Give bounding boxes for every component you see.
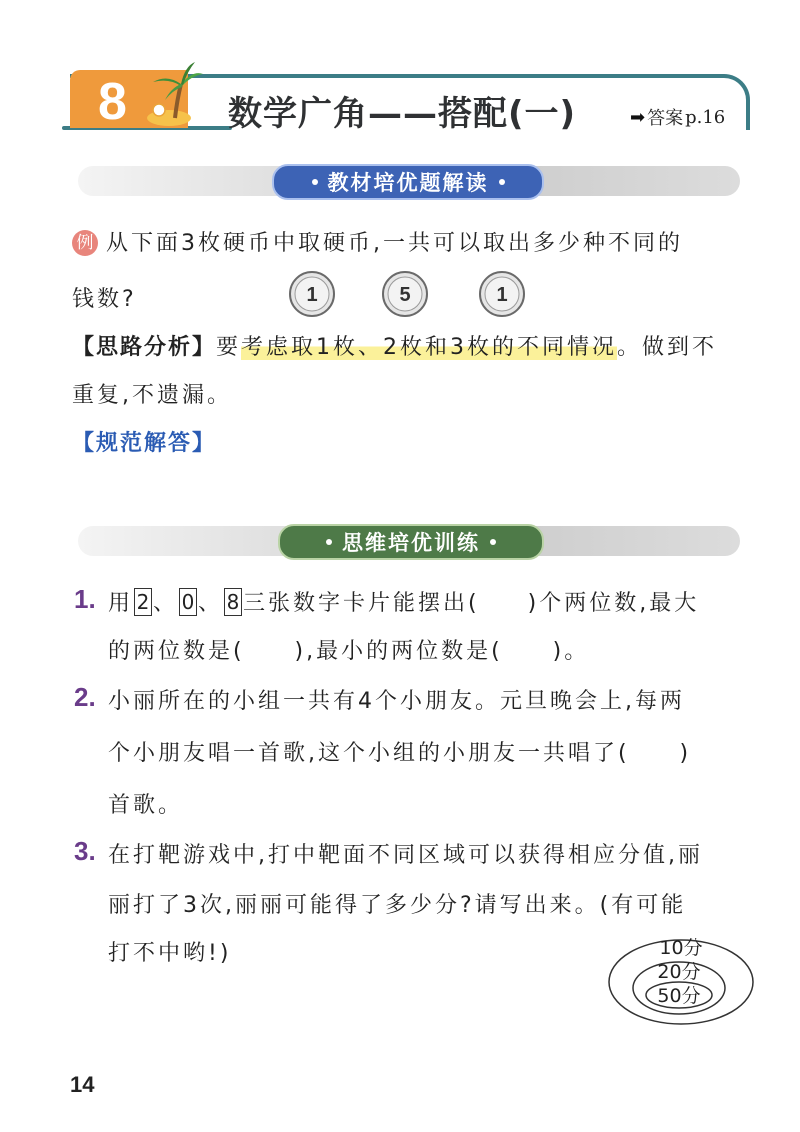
coin-5-icon <box>381 270 429 318</box>
q1-text-b: )个两位数,最大 <box>527 591 700 616</box>
q1-text-a: 三张数字卡片能摆出( <box>243 591 480 616</box>
page-number: 14 <box>70 1072 95 1097</box>
arrow-right-icon: ➡ <box>630 106 646 128</box>
question-2-line-2: 个小朋友唱一首歌,这个小组的小朋友一共唱了( ) <box>108 741 692 766</box>
coin-value: 1 <box>496 284 508 306</box>
dot-icon <box>312 179 318 185</box>
analysis-pre: 要 <box>216 335 242 360</box>
question-3-number: 3. <box>74 836 96 866</box>
question-2-number: 2. <box>74 682 96 712</box>
coin-1-icon <box>478 270 526 318</box>
target-label-50: 50分 <box>657 985 701 1007</box>
analysis-highlight: 考虑取1枚、2枚和3枚的不同情况 <box>241 335 618 360</box>
section-title-1: 教材培优题解读 <box>327 171 489 195</box>
digit-card: 8 <box>224 588 242 616</box>
answer-page: p.16 <box>685 106 726 128</box>
question-1-number: 1. <box>74 584 96 614</box>
q1-pre: 用 <box>108 591 134 616</box>
dot-icon <box>326 539 332 545</box>
digit-card: 2 <box>134 588 152 616</box>
palm-tree-icon <box>145 60 205 128</box>
dot-icon <box>490 539 496 545</box>
coin-value: 5 <box>399 284 411 306</box>
section-title-1-pill <box>272 164 544 200</box>
solution-label: 【规范解答】 <box>72 431 217 456</box>
answer-label: 答案 <box>647 108 684 129</box>
example-text-1: 从下面3枚硬币中取硬币,一共可以取出多少种不同的 <box>106 231 683 256</box>
question-3-line-1: 在打靶游戏中,打中靶面不同区域可以获得相应分值,丽 <box>108 843 703 868</box>
analysis-line-1 <box>72 330 717 361</box>
question-2-line-1: 小丽所在的小组一共有4个小朋友。元旦晚会上,每两 <box>108 689 685 714</box>
target-diagram <box>606 934 756 1026</box>
coin-value: 1 <box>306 284 318 306</box>
question-1-line-1 <box>108 586 699 617</box>
target-label-10: 10分 <box>659 937 703 959</box>
digit-card: 0 <box>179 588 197 616</box>
separator: 、 <box>153 591 179 616</box>
question-1-line-2: 的两位数是( ),最小的两位数是( )。 <box>108 639 590 664</box>
question-3-line-2: 丽打了3次,丽丽可能得了多少分?请写出来。(有可能 <box>108 893 687 918</box>
dot-icon <box>499 179 505 185</box>
analysis-post: 。做到不 <box>617 335 718 360</box>
coin-1-icon <box>288 270 336 318</box>
chapter-title: 数学广角——搭配(一) <box>228 94 577 134</box>
chapter-number: 8 <box>98 73 127 131</box>
target-label-20: 20分 <box>657 961 701 983</box>
example-line-1 <box>72 226 683 257</box>
answer-reference[interactable] <box>630 104 725 130</box>
example-line-2: 钱数? <box>72 287 137 312</box>
separator: 、 <box>198 591 224 616</box>
question-2-line-3: 首歌。 <box>108 793 184 818</box>
analysis-line-2: 重复,不遗漏。 <box>72 383 232 408</box>
section-title-2: 思维培优训练 <box>342 531 480 555</box>
example-badge: 例 <box>72 230 98 256</box>
section-title-2-pill <box>278 524 544 560</box>
analysis-label: 【思路分析】 <box>72 335 217 360</box>
question-3-line-3: 打不中哟!) <box>108 941 232 966</box>
